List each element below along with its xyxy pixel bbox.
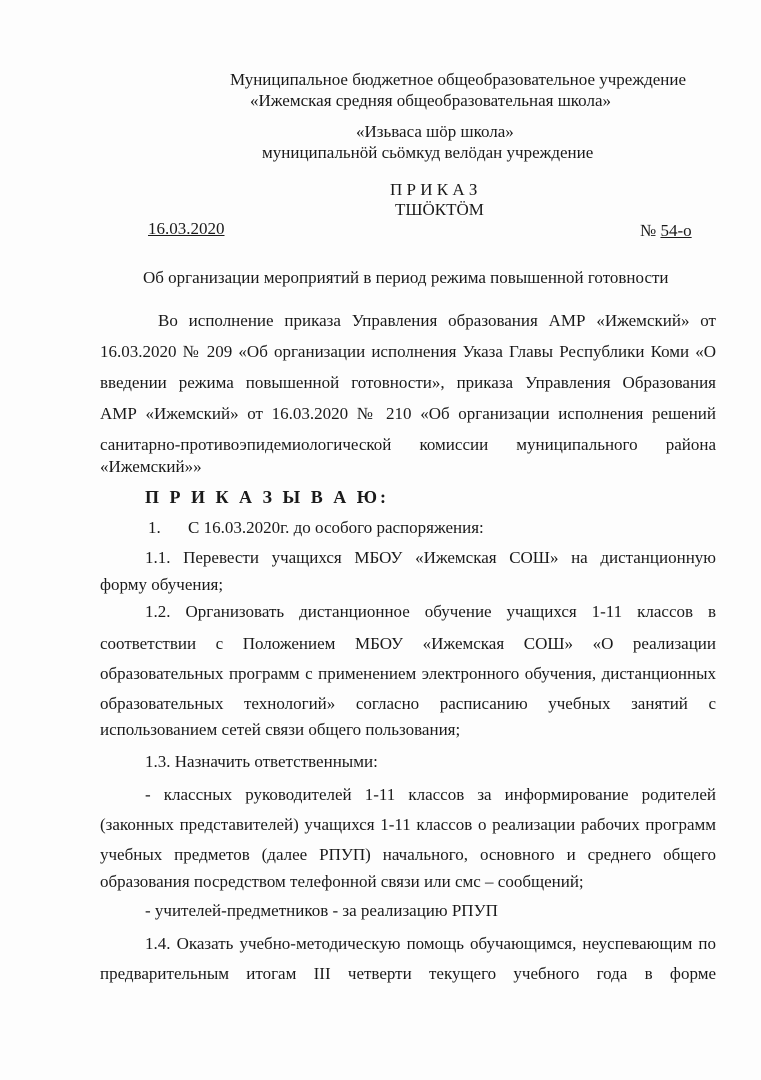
item12-line: образовательных технологий» согласно расписанию учебных занятий с — [100, 694, 716, 713]
preamble-line: введении режима повышенной готовности», приказа Управления Образования — [100, 373, 716, 392]
order-title-komi: ТШӦКТӦМ — [395, 200, 484, 219]
item13b-text: - учителей-предметников - за реализацию РПУП — [145, 901, 498, 920]
order-subject: Об организации мероприятий в период режима повышенной готовности — [143, 268, 669, 287]
item1-text: С 16.03.2020г. до особого распоряжения: — [188, 518, 484, 537]
item14-line: 1.4. Оказать учебно-методическую помощь обучающимся, неуспевающим по — [145, 934, 716, 953]
item13a-line: учебных предметов (далее РПУП) начального, основного и среднего общего — [100, 845, 716, 864]
komi-name-line1: «Изьваса шӧр школа» — [356, 122, 514, 141]
item12-line: соответствии с Положением МБОУ «Ижемская СОШ» «О реализации — [100, 634, 716, 653]
item12-line: 1.2. Организовать дистанционное обучение учащихся 1-11 классов в — [145, 602, 716, 621]
preamble-line: 16.03.2020 № 209 «Об организации исполнения Указа Главы Республики Коми «О — [100, 342, 716, 361]
item11-line: форму обучения; — [100, 575, 224, 594]
komi-name-line2: муниципальнӧй сьӧмкуд велӧдан учреждение — [262, 143, 594, 162]
order-title-ru: П Р И К А З — [390, 180, 478, 199]
item1-number: 1. — [148, 518, 161, 537]
order-word: П Р И К А З Ы В А Ю: — [145, 487, 389, 507]
item11-line: 1.1. Перевести учащихся МБОУ «Ижемская СОШ» на дистанционную — [145, 548, 716, 567]
preamble-line: Во исполнение приказа Управления образования АМР «Ижемский» от — [158, 311, 716, 330]
order-date: 16.03.2020 — [148, 219, 225, 238]
preamble-line: АМР «Ижемский» от 16.03.2020 № 210 «Об организации исполнения решений — [100, 404, 716, 423]
item13a-line: (законных представителей) учащихся 1-11 классов о реализации рабочих программ — [100, 815, 716, 834]
item13a-line: образования посредством телефонной связи или смс – сообщений; — [100, 872, 584, 891]
item12-line: образовательных программ с применением электронного обучения, дистанционных — [100, 664, 716, 683]
item12-line: использованием сетей связи общего пользования; — [100, 720, 461, 739]
order-number — [640, 221, 692, 241]
item14-line: предварительным итогам III четверти текущего учебного года в форме — [100, 964, 716, 983]
number-value: 54-о — [660, 221, 692, 240]
org-name-line1: Муниципальное бюджетное общеобразовательное учреждение — [230, 70, 687, 89]
preamble-line: санитарно-противоэпидемиологической комиссии муниципального района — [100, 435, 716, 454]
org-name-line2: «Ижемская средняя общеобразовательная школа» — [250, 91, 611, 110]
number-prefix: № — [640, 221, 657, 240]
preamble-line: «Ижемский»» — [100, 457, 202, 476]
item13a-line: - классных руководителей 1-11 классов за информирование родителей — [145, 785, 716, 804]
item13-text: 1.3. Назначить ответственными: — [145, 752, 378, 771]
